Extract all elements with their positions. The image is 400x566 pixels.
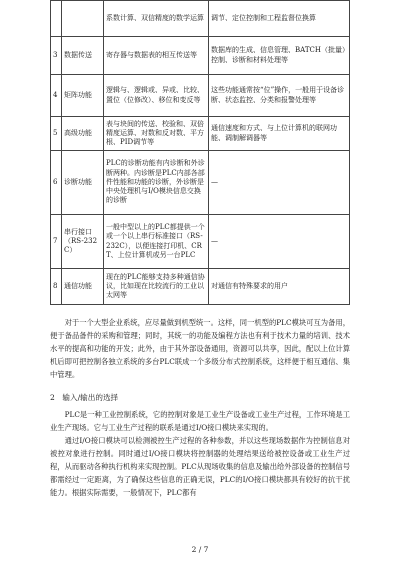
table-row [51, 1, 350, 37]
row-feature-detail: PLC的诊断功能有内诊断和外诊断两种。内诊断是PLC内部各部件性能和功能的诊断，外诊断是中央处理机与I/O模块信息交换的诊断 [104, 151, 209, 215]
paragraph-model-unification: 对于一个大型企业系统，应尽量做到机型统一。这样，同一机型的PLC模块可互为备用，便于备品备件的采购和管理；同时，其统一的功能及编程方法也有利于技术力量的培训、技术水平的提高和功能的开发；此外，由于其外部设备通用，资源可以共享，因此，配以上位计算机后即可把控制各独立系统的多台PLC联成一个多级分布式控制系统，这样便于相互通信、集中管理。 [50, 318, 350, 379]
row-feature-name [62, 1, 104, 37]
row-number [51, 1, 62, 37]
row-feature-usage: 对通信有特殊要求的用户 [209, 269, 350, 305]
row-feature-name: 矩阵功能 [62, 75, 104, 117]
row-feature-detail: 逻辑与、逻辑或、异或、比较、置位（位修改）、移位和变反等 [104, 75, 209, 117]
row-feature-usage: 数据库的生成、信息管理、BATCH（批量）控制、诊断和材料处理等 [209, 37, 350, 75]
paragraph-io-interface: 通过I/O接口模块可以检测被控生产过程的各种参数，并以这些现场数据作为控制信息对被控对象进行控制。同时通过I/O接口模块将控制器的处理结果送给被控设备或工业生产过程，从而驱动各种执行机构来实现控制。PLC从现场收集的信息及输出给外部设备的控制信号都需经过一定距离，为了确保这些信息的正确无误，PLC的I/O接口模块都具有较好的抗干扰能力。根据实际需要，一般情况下，PLC都有 [50, 436, 350, 497]
table-row [51, 215, 350, 269]
row-feature-name: 数据传送 [62, 37, 104, 75]
row-feature-detail: 系数计算、双信精度的数学运算 [104, 1, 209, 37]
row-number: 8 [51, 269, 62, 305]
row-feature-usage: 通信速度和方式、与上位计算机的联网功能、调制解调器等 [209, 117, 350, 151]
row-feature-name: 高级功能 [62, 117, 104, 151]
row-feature-name: 通信功能 [62, 269, 104, 305]
row-feature-detail: 寄存器与数据表的相互传送等 [104, 37, 209, 75]
table-row [51, 75, 350, 117]
table-row [51, 37, 350, 75]
paragraph-plc-intro: PLC是一种工业控制系统，它的控制对象是工业生产设备或工业生产过程，工作环境是工业生产现场。它与工业生产过程的联系是通过I/O接口模块来实现的。 [50, 410, 350, 432]
row-feature-usage: 这些功能通常按“位”操作，一般用于设备诊断、状态监控、分类和报警处理等 [209, 75, 350, 117]
row-number: 7 [51, 215, 62, 269]
table-row [51, 151, 350, 215]
row-number: 3 [51, 37, 62, 75]
page-number: 2 / 7 [191, 545, 209, 554]
row-feature-usage: — [209, 151, 350, 215]
row-number: 6 [51, 151, 62, 215]
row-feature-detail: 一般中型以上的PLC都提供一个或一个以上串行标准接口（RS-232C），以便连接打印机、CRT、上位计算机或另一台PLC [104, 215, 209, 269]
row-feature-name: 诊断功能 [62, 151, 104, 215]
row-feature-detail: 表与块间的传送、校验和、双倍精度运算、对数和反对数、平方根、PID调节等 [104, 117, 209, 151]
row-feature-usage: — [209, 215, 350, 269]
row-feature-detail: 现在的PLC能够支持多种通信协议，比如现在比较流行的工业以太网等 [104, 269, 209, 305]
row-number: 5 [51, 117, 62, 151]
row-feature-name: 串行接口（RS-232C） [62, 215, 104, 269]
feature-table [50, 0, 350, 305]
table-row [51, 117, 350, 151]
section-heading: 2 输入/输出的选择 [50, 393, 119, 402]
row-feature-usage: 调节、定位控制和工程监督位换算 [209, 1, 350, 37]
table-row [51, 269, 350, 305]
row-number: 4 [51, 75, 62, 117]
